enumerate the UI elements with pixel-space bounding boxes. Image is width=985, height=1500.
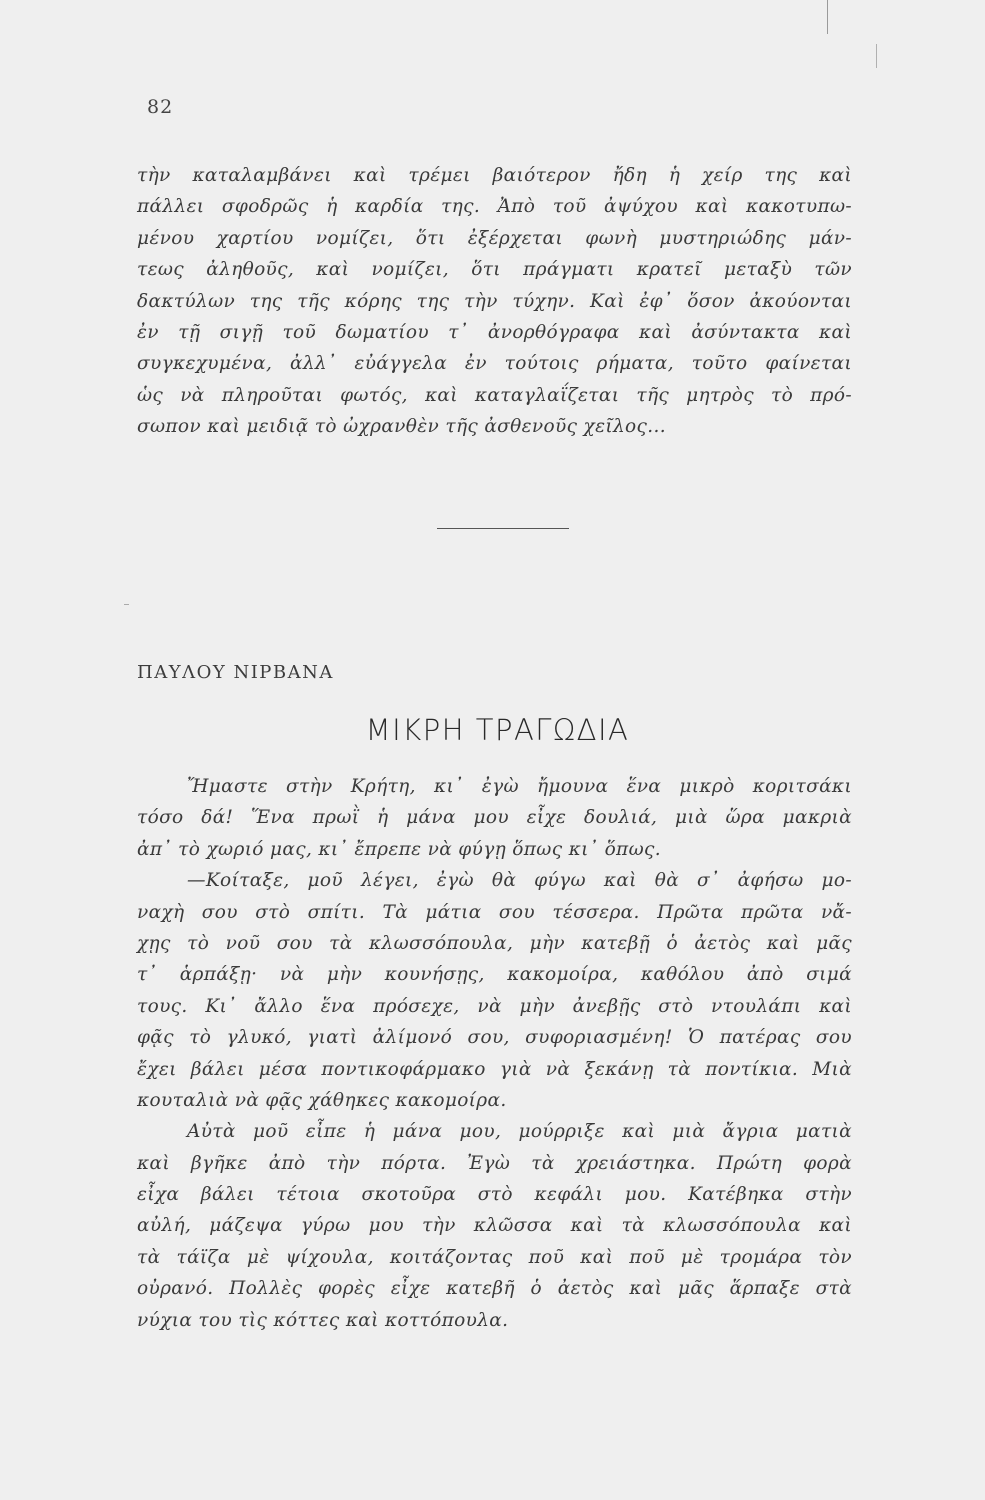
scan-edge-mark: [827, 0, 828, 34]
story-author: ΠΑΥΛΟΥ ΝΙΡΒΑΝΑ: [137, 662, 334, 683]
text-line: καὶ βγῆκε ἀπὸ τὴν πόρτα. Ἐγὼ τὰ χρειάστηκα. Πρώτη φορὰ: [137, 1152, 852, 1174]
text-line: κουταλιὰ νὰ φᾷς χάθηκες κακομοίρα.: [137, 1089, 507, 1111]
text-line: ἔχει βάλει μέσα ποντικοφάρμακο γιὰ νὰ ξεκάνῃ τὰ ποντίκια. Μιὰ: [137, 1058, 852, 1080]
story-title: ΜΙΚΡΗ ΤΡΑΓΩΔΙΑ: [365, 713, 630, 747]
text-line: τὴν καταλαμβάνει καὶ τρέμει βαιότερον ἤδη ἡ χείρ της καὶ: [137, 165, 852, 186]
continuation-paragraph: [137, 160, 852, 443]
text-line: πάλλει σφοδρῶς ἡ καρδία της. Ἀπὸ τοῦ ἀψύχου καὶ κακοτυπω-: [137, 196, 852, 218]
page-number: 82: [147, 96, 174, 118]
text-line: συγκεχυμένα, ἀλλ᾽ εὐάγγελα ἐν τούτοις ρήματα, τοῦτο φαίνεται: [137, 353, 852, 375]
story-title-wrapper: [0, 713, 985, 747]
text-line: μένου χαρτίου νομίζει, ὅτι ἐξέρχεται φωνὴ μυστηριώδης μάν-: [137, 227, 852, 249]
text-line: ὡς νὰ πληροῦται φωτός, καὶ καταγλαΐζεται τῆς μητρὸς τὸ πρό-: [137, 384, 852, 406]
text-line: σωπον καὶ μειδιᾷ τὸ ὠχρανθὲν τῆς ἀσθενοῦς χεῖλος...: [137, 416, 666, 438]
text-line: εἶχα βάλει τέτοια σκοτοῦρα στὸ κεφάλι μου. Κατέβηκα στὴν: [137, 1184, 852, 1206]
text-line: τεως ἀληθοῦς, καὶ νομίζει, ὅτι πράγματι κρατεῖ μεταξὺ τῶν: [137, 259, 852, 281]
text-line: Ἤμαστε στὴν Κρήτη, κι᾽ ἐγὼ ἤμουνα ἕνα μικρὸ κοριτσάκι: [187, 776, 852, 797]
scan-edge-mark-secondary: [876, 44, 877, 68]
text-line: τὰ τάϊζα μὲ ψίχουλα, κοιτάζοντας ποῦ καὶ ποῦ μὲ τρομάρα τὸν: [137, 1246, 852, 1268]
text-line: ἀπ᾽ τὸ χωριό μας, κι᾽ ἔπρεπε νὰ φύγῃ ὅπως κι᾽ ὅπως.: [137, 838, 661, 860]
text-line: —Κοίταξε, μοῦ λέγει, ἐγὼ θὰ φύγω καὶ θὰ σ᾽ ἀφήσω μο-: [187, 870, 852, 892]
story-body: [137, 771, 852, 1336]
text-line: τόσο δά! Ἕνα πρωῒ ἡ μάνα μου εἶχε δουλιά, μιὰ ὥρα μακριὰ: [137, 807, 852, 829]
text-line: αὐλή, μάζεψα γύρω μου τὴν κλῶσσα καὶ τὰ κλωσσόπουλα καὶ: [137, 1215, 852, 1237]
text-line: ναχὴ σου στὸ σπίτι. Τὰ μάτια σου τέσσερα. Πρῶτα πρῶτα νἄ-: [137, 901, 852, 923]
text-line: τ᾽ ἁρπάξῃ· νὰ μὴν κουνήσῃς, κακομοίρα, καθόλου ἀπὸ σιμά: [137, 964, 852, 986]
scan-smudge: [124, 604, 129, 605]
text-line: τους. Κι᾽ ἄλλο ἕνα πρόσεχε, νὰ μὴν ἀνεβῇς στὸ ντουλάπι καὶ: [137, 995, 852, 1017]
text-line: νύχια του τὶς κόττες καὶ κοττόπουλα.: [137, 1309, 509, 1331]
text-line: χῃς τὸ νοῦ σου τὰ κλωσσόπουλα, μὴν κατεβῇ ὁ ἀετὸς καὶ μᾶς: [137, 932, 852, 954]
text-line: φᾷς τὸ γλυκό, γιατὶ ἀλίμονό σου, συφοριασμένη! Ὁ πατέρας σου: [137, 1027, 852, 1049]
section-separator: [437, 528, 569, 529]
text-line: Αὐτὰ μοῦ εἶπε ἡ μάνα μου, μούρριξε καὶ μιὰ ἄγρια ματιὰ: [187, 1121, 852, 1143]
text-line: ἐν τῇ σιγῇ τοῦ δωματίου τ᾽ ἀνορθόγραφα καὶ ἀσύντακτα καὶ: [137, 321, 852, 343]
text-line: δακτύλων της τῆς κόρης της τὴν τύχην. Καὶ ἐφ᾽ ὅσον ἀκούονται: [137, 290, 852, 312]
text-line: οὐρανό. Πολλὲς φορὲς εἶχε κατεβῆ ὁ ἀετὸς καὶ μᾶς ἅρπαξε στὰ: [137, 1278, 852, 1300]
